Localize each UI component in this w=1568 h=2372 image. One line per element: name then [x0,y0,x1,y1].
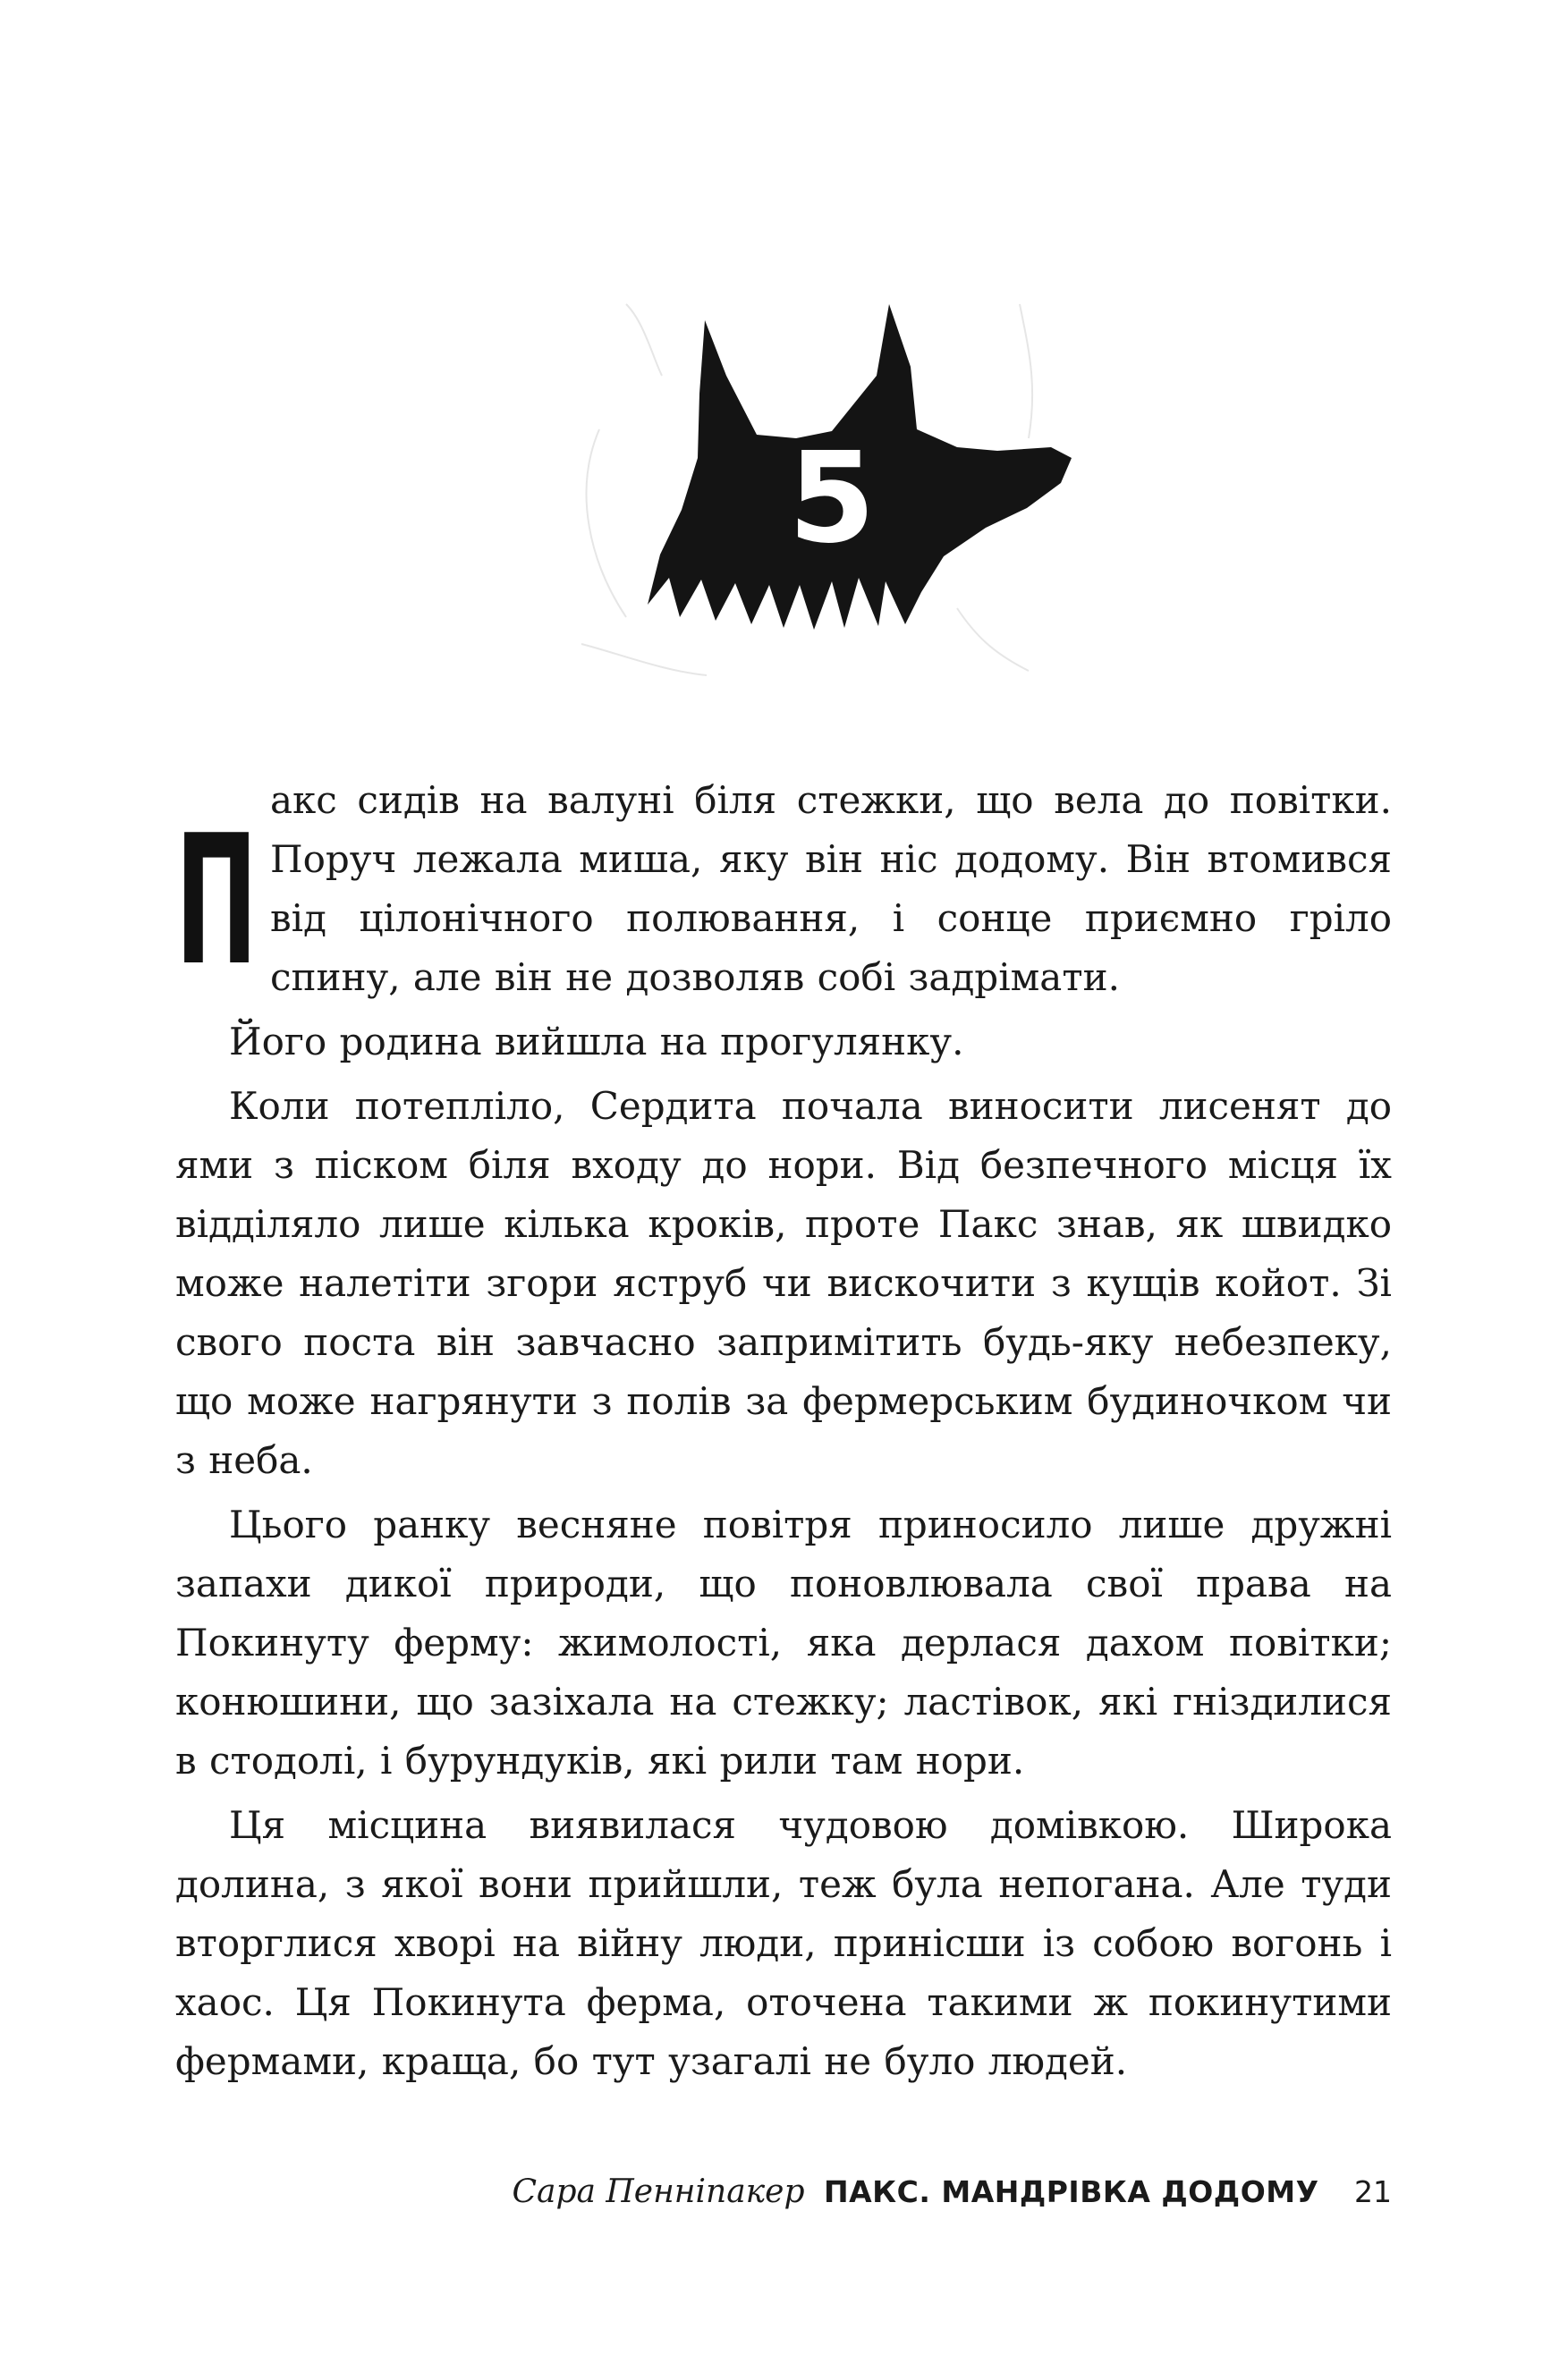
svg-text:П: П [175,797,258,1005]
footer-author: Сара Пенніпакер [512,2173,805,2210]
paragraph-1 [175,771,1392,1007]
page-footer [0,2173,1392,2210]
drop-cap [175,773,258,1005]
paragraph-1-text: акс сидів на валуні біля стежки, що вела до повітки. Поруч лежала миша, яку він ніс додому. Він втомився від цілонічного полювання, і сонце приємно гріло спину, але він не дозволяв собі задрімати. [270,778,1392,999]
paragraph-3: Коли потепліло, Сердита почала виносити лисенят до ями з піском біля входу до нори. Від безпечного місця їх відділяло лише кілька кроків, проте Пакс знав, як швидко може налетіти згори яструб чи вискочити з кущів койот. Зі свого поста він завчасно запримітить будь-яку небезпеку, що може нагрянути з полів за фермерським будиночком чи з неба. [175,1084,1392,1482]
chapter-emblem [492,224,1118,724]
footer-book-title: ПАКС. МАНДРІВКА ДОДОМУ [823,2174,1319,2209]
page-number: 21 [1354,2174,1392,2209]
paragraph-2: Його родина вийшла на прогулянку. [229,1020,964,1063]
body-text [175,771,1392,2097]
paragraph-5: Ця місцина виявилася чудовою домівкою. Широка долина, з якої вони прийшли, теж була непогана. Але туди вторглися хворі на війну люди, принісши із собою вогонь і хаос. Ця Покинута ферма, оточена такими ж покинутими фермами, краща, бо тут узагалі не було людей. [175,1803,1392,2083]
chapter-number: 5 [788,426,876,572]
paragraph-4: Цього ранку весняне повітря приносило лише дружні запахи дикої природи, що поновлювала свої права на Покинуту ферму: жимолості, яка дерлася дахом повітки; конюшини, що зазіхала на стежку; ластівок, які гніздилися в стодолі, і бурундуків, які рили там нори. [175,1503,1392,1783]
